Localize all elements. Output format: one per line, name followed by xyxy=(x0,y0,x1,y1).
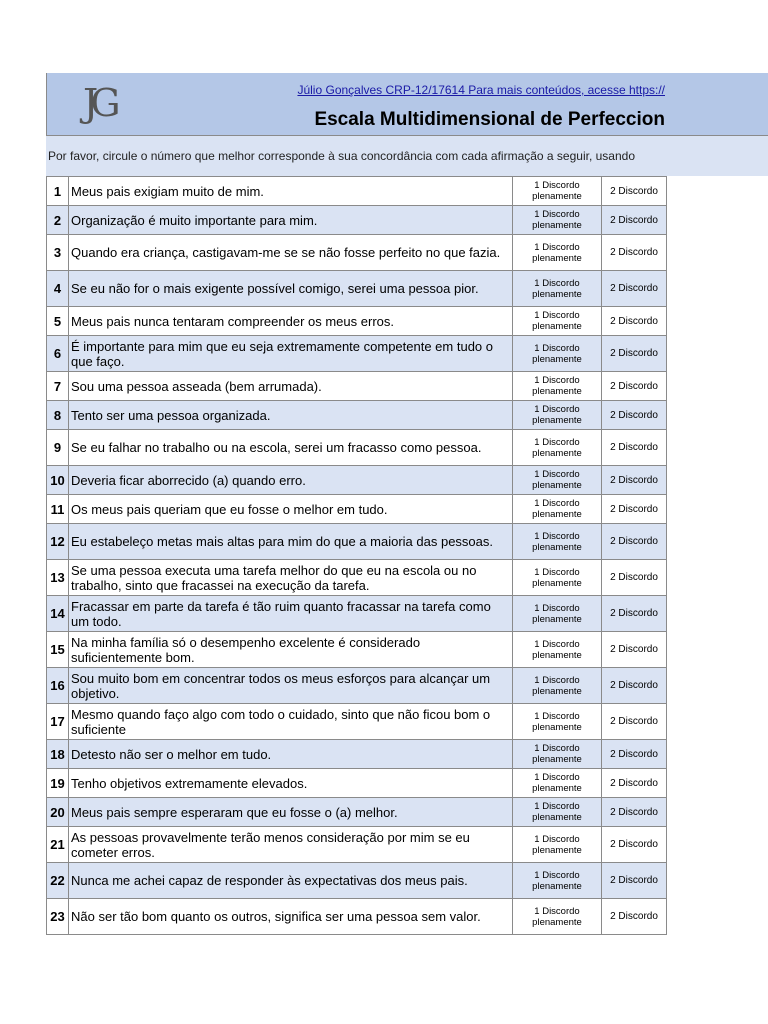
option-discordo[interactable]: 2 Discordo xyxy=(602,769,667,798)
option-discordo[interactable]: 2 Discordo xyxy=(602,596,667,632)
item-number: 12 xyxy=(47,524,69,560)
item-number: 17 xyxy=(47,704,69,740)
item-statement: Mesmo quando faço algo com todo o cuidado, sinto que não ficou bom o suficiente xyxy=(69,704,513,740)
option-discordo-plenamente[interactable]: 1 Discordo plenamente xyxy=(513,524,602,560)
option-discordo-plenamente[interactable]: 1 Discordo plenamente xyxy=(513,632,602,668)
option-discordo-plenamente[interactable]: 1 Discordo plenamente xyxy=(513,372,602,401)
table-row xyxy=(47,401,667,430)
option-discordo-plenamente[interactable]: 1 Discordo plenamente xyxy=(513,899,602,935)
item-statement: Meus pais sempre esperaram que eu fosse o (a) melhor. xyxy=(69,798,513,827)
item-statement: Não ser tão bom quanto os outros, significa ser uma pessoa sem valor. xyxy=(69,899,513,935)
option-discordo-plenamente[interactable]: 1 Discordo plenamente xyxy=(513,668,602,704)
table-row xyxy=(47,430,667,466)
option-discordo[interactable]: 2 Discordo xyxy=(602,798,667,827)
item-number: 8 xyxy=(47,401,69,430)
option-discordo-plenamente[interactable]: 1 Discordo plenamente xyxy=(513,740,602,769)
table-row xyxy=(47,827,667,863)
option-discordo[interactable]: 2 Discordo xyxy=(602,430,667,466)
option-discordo[interactable]: 2 Discordo xyxy=(602,271,667,307)
item-statement: Nunca me achei capaz de responder às expectativas dos meus pais. xyxy=(69,863,513,899)
table-row xyxy=(47,336,667,372)
option-discordo-plenamente[interactable]: 1 Discordo plenamente xyxy=(513,401,602,430)
item-statement: Tento ser uma pessoa organizada. xyxy=(69,401,513,430)
option-discordo-plenamente[interactable]: 1 Discordo plenamente xyxy=(513,798,602,827)
option-discordo-plenamente[interactable]: 1 Discordo plenamente xyxy=(513,235,602,271)
item-number: 1 xyxy=(47,177,69,206)
option-discordo[interactable]: 2 Discordo xyxy=(602,899,667,935)
option-discordo[interactable]: 2 Discordo xyxy=(602,827,667,863)
option-discordo[interactable]: 2 Discordo xyxy=(602,466,667,495)
item-statement: Sou muito bom em concentrar todos os meus esforços para alcançar um objetivo. xyxy=(69,668,513,704)
table-row xyxy=(47,632,667,668)
item-statement: Os meus pais queriam que eu fosse o melhor em tudo. xyxy=(69,495,513,524)
item-statement: Na minha família só o desempenho excelente é considerado suficientemente bom. xyxy=(69,632,513,668)
option-discordo[interactable]: 2 Discordo xyxy=(602,560,667,596)
item-statement: Organização é muito importante para mim. xyxy=(69,206,513,235)
table-row xyxy=(47,372,667,401)
item-number: 5 xyxy=(47,307,69,336)
option-discordo[interactable]: 2 Discordo xyxy=(602,372,667,401)
item-statement: Sou uma pessoa asseada (bem arrumada). xyxy=(69,372,513,401)
item-statement: Quando era criança, castigavam-me se se não fosse perfeito no que fazia. xyxy=(69,235,513,271)
item-number: 6 xyxy=(47,336,69,372)
table-row xyxy=(47,206,667,235)
instructions-text: Por favor, circule o número que melhor corresponde à sua concordância com cada afirmação a seguir, usando xyxy=(46,135,768,176)
option-discordo-plenamente[interactable]: 1 Discordo plenamente xyxy=(513,704,602,740)
option-discordo[interactable]: 2 Discordo xyxy=(602,307,667,336)
item-number: 22 xyxy=(47,863,69,899)
table-row xyxy=(47,560,667,596)
item-statement: Se eu não for o mais exigente possível comigo, serei uma pessoa pior. xyxy=(69,271,513,307)
item-statement: Eu estabeleço metas mais altas para mim do que a maioria das pessoas. xyxy=(69,524,513,560)
item-number: 16 xyxy=(47,668,69,704)
item-number: 14 xyxy=(47,596,69,632)
table-row xyxy=(47,495,667,524)
items-table xyxy=(46,176,667,935)
option-discordo[interactable]: 2 Discordo xyxy=(602,668,667,704)
option-discordo-plenamente[interactable]: 1 Discordo plenamente xyxy=(513,495,602,524)
item-statement: Se uma pessoa executa uma tarefa melhor do que eu na escola ou no trabalho, sinto que fracassei na execução da tarefa. xyxy=(69,560,513,596)
table-row xyxy=(47,235,667,271)
item-statement: Deveria ficar aborrecido (a) quando erro. xyxy=(69,466,513,495)
item-number: 7 xyxy=(47,372,69,401)
item-statement: Tenho objetivos extremamente elevados. xyxy=(69,769,513,798)
table-row xyxy=(47,524,667,560)
option-discordo-plenamente[interactable]: 1 Discordo plenamente xyxy=(513,336,602,372)
table-row xyxy=(47,863,667,899)
option-discordo-plenamente[interactable]: 1 Discordo plenamente xyxy=(513,307,602,336)
option-discordo[interactable]: 2 Discordo xyxy=(602,704,667,740)
option-discordo[interactable]: 2 Discordo xyxy=(602,740,667,769)
option-discordo-plenamente[interactable]: 1 Discordo plenamente xyxy=(513,466,602,495)
item-number: 3 xyxy=(47,235,69,271)
option-discordo[interactable]: 2 Discordo xyxy=(602,206,667,235)
item-statement: As pessoas provavelmente terão menos consideração por mim se eu cometer erros. xyxy=(69,827,513,863)
spreadsheet-sheet xyxy=(46,73,768,176)
option-discordo-plenamente[interactable]: 1 Discordo plenamente xyxy=(513,271,602,307)
option-discordo-plenamente[interactable]: 1 Discordo plenamente xyxy=(513,769,602,798)
item-statement: Meus pais nunca tentaram compreender os meus erros. xyxy=(69,307,513,336)
table-row xyxy=(47,740,667,769)
item-number: 18 xyxy=(47,740,69,769)
table-row xyxy=(47,798,667,827)
item-number: 4 xyxy=(47,271,69,307)
item-number: 15 xyxy=(47,632,69,668)
item-number: 21 xyxy=(47,827,69,863)
item-statement: É importante para mim que eu seja extremamente competente em tudo o que faço. xyxy=(69,336,513,372)
option-discordo-plenamente[interactable]: 1 Discordo plenamente xyxy=(513,206,602,235)
table-row xyxy=(47,177,667,206)
option-discordo[interactable]: 2 Discordo xyxy=(602,632,667,668)
table-row xyxy=(47,704,667,740)
option-discordo-plenamente[interactable]: 1 Discordo plenamente xyxy=(513,560,602,596)
item-number: 23 xyxy=(47,899,69,935)
table-row xyxy=(47,596,667,632)
option-discordo[interactable]: 2 Discordo xyxy=(602,495,667,524)
table-row xyxy=(47,899,667,935)
option-discordo[interactable]: 2 Discordo xyxy=(602,524,667,560)
item-number: 9 xyxy=(47,430,69,466)
item-number: 10 xyxy=(47,466,69,495)
option-discordo-plenamente[interactable]: 1 Discordo plenamente xyxy=(513,863,602,899)
item-statement: Se eu falhar no trabalho ou na escola, serei um fracasso como pessoa. xyxy=(69,430,513,466)
item-number: 13 xyxy=(47,560,69,596)
option-discordo-plenamente[interactable]: 1 Discordo plenamente xyxy=(513,596,602,632)
table-row xyxy=(47,769,667,798)
item-number: 20 xyxy=(47,798,69,827)
item-number: 11 xyxy=(47,495,69,524)
option-discordo-plenamente[interactable]: 1 Discordo plenamente xyxy=(513,827,602,863)
option-discordo-plenamente[interactable]: 1 Discordo plenamente xyxy=(513,430,602,466)
option-discordo[interactable]: 2 Discordo xyxy=(602,863,667,899)
jg-logo: JG xyxy=(83,81,113,125)
header-banner xyxy=(46,73,768,135)
item-number: 19 xyxy=(47,769,69,798)
page-title: Escala Multidimensional de Perfeccion xyxy=(314,109,665,130)
table-row xyxy=(47,307,667,336)
option-discordo[interactable]: 2 Discordo xyxy=(602,401,667,430)
table-row xyxy=(47,466,667,495)
item-statement: Fracassar em parte da tarefa é tão ruim quanto fracassar na tarefa como um todo. xyxy=(69,596,513,632)
option-discordo[interactable]: 2 Discordo xyxy=(602,336,667,372)
item-number: 2 xyxy=(47,206,69,235)
author-link[interactable]: Júlio Gonçalves CRP-12/17614 Para mais conteúdos, acesse https:// xyxy=(297,83,665,97)
table-row xyxy=(47,668,667,704)
table-row xyxy=(47,271,667,307)
item-statement: Detesto não ser o melhor em tudo. xyxy=(69,740,513,769)
item-statement: Meus pais exigiam muito de mim. xyxy=(69,177,513,206)
option-discordo[interactable]: 2 Discordo xyxy=(602,177,667,206)
option-discordo[interactable]: 2 Discordo xyxy=(602,235,667,271)
option-discordo-plenamente[interactable]: 1 Discordo plenamente xyxy=(513,177,602,206)
